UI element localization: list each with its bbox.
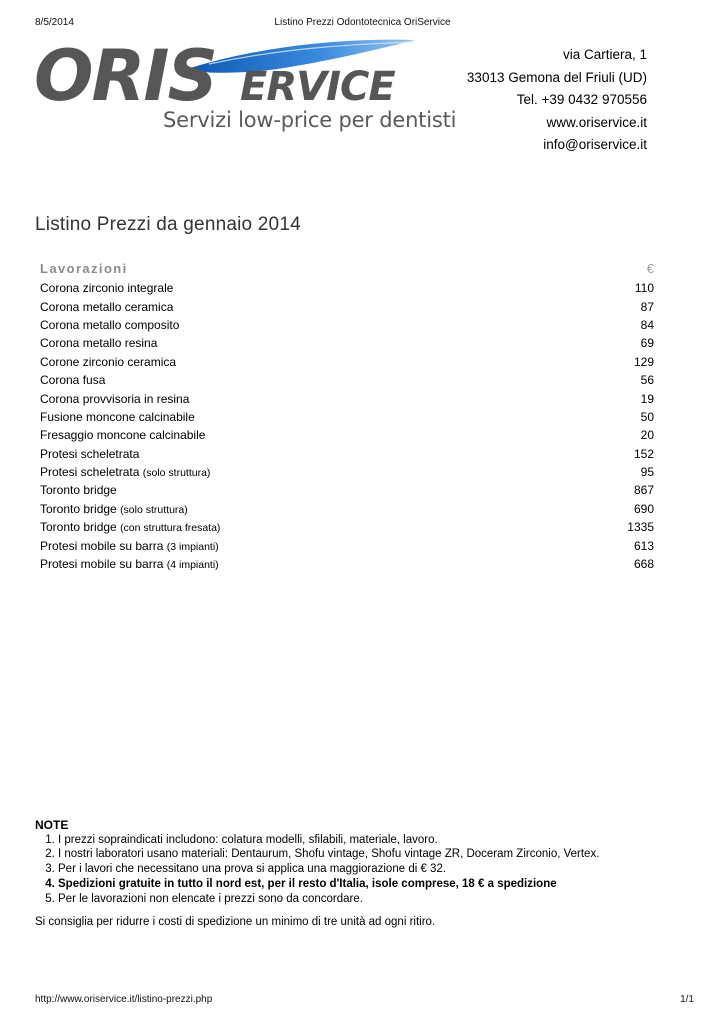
contact-block [467,44,647,157]
print-title: Listino Prezzi Odontotecnica OriService [274,17,451,28]
work-label: Protesi scheletrata [40,465,140,480]
row-price: 613 [633,538,654,553]
price-table-header [35,257,659,279]
row-price: 56 [640,373,654,388]
work-label: Corona metallo ceramica [40,299,174,314]
notes-list [35,833,675,907]
notes-title: NOTE [35,818,69,832]
page-number: 1/1 [680,994,694,1005]
header-currency: € [646,260,654,276]
row-work-name [35,518,558,536]
table-row [35,463,659,481]
row-work-name [35,463,558,481]
table-row [35,481,659,499]
note-item: 4. Spedizioni gratuite in tutto il nord est, per il resto d'Italia, isole comprese, 18 € a spedizione [58,877,675,892]
table-row [35,536,659,554]
contact-address: via Cartiera, 1 [562,47,647,62]
row-price: 84 [640,317,654,332]
row-price: 129 [633,354,654,369]
work-label: Protesi scheletrata [40,446,140,461]
table-row [35,426,659,444]
work-label: Corona metallo composito [40,317,180,332]
work-note: (3 impianti) [166,540,219,553]
work-label: Corona provvisoria in resina [40,391,190,406]
print-header [0,17,725,31]
note-item: 3. Per i lavori che necessitano una prova si applica una maggiorazione di € 32. [58,862,675,877]
work-label: Corona zirconio integrale [40,281,174,296]
price-table [35,257,659,573]
table-row [35,389,659,407]
table-row [35,408,659,426]
table-row [35,353,659,371]
row-price: 87 [640,299,654,314]
logo-wordmark-rest: ERVICE [240,64,395,106]
work-label: Toronto bridge [40,483,117,498]
contact-city: 33013 Gemona del Friuli (UD) [466,69,647,85]
row-work-name [35,481,558,499]
row-work-name [35,334,558,352]
price-rows [35,279,659,573]
row-price: 690 [633,501,654,516]
notes-section [35,818,675,906]
row-price: 110 [634,281,654,296]
row-work-name [35,389,558,407]
work-label: Fresaggio moncone calcinabile [40,428,206,443]
row-work-name [35,279,558,297]
row-work-name [35,316,558,334]
note-item: 2. I nostri laboratori usano materiali: Dentaurum, Shofu vintage, Shofu vintage ZR, Doceram Zirconio, Vertex. [58,847,675,862]
row-price: 95 [640,465,654,480]
table-row [35,279,659,297]
work-label: Protesi mobile su barra [40,557,164,572]
note-item: 5. Per le lavorazioni non elencate i prezzi sono da concordare. [58,892,675,907]
row-work-name [35,353,558,371]
table-row [35,371,659,389]
page-title: Listino Prezzi da gennaio 2014 [35,214,301,235]
row-price: 152 [633,446,654,461]
row-price: 867 [633,483,654,498]
header-work: Lavorazioni [40,260,128,276]
work-label: Corone zirconio ceramica [40,354,177,369]
work-label: Protesi mobile su barra [40,538,164,553]
table-row [35,297,659,315]
row-price: 668 [633,557,654,572]
row-work-name [35,445,558,463]
contact-website[interactable]: www.oriservice.it [546,114,647,130]
logo-wordmark-main: ORIS [34,35,216,106]
row-price: 19 [640,391,654,406]
row-work-name [35,371,558,389]
row-price: 69 [640,336,654,351]
work-note: (solo struttura) [120,503,188,516]
contact-email[interactable]: info@oriservice.it [543,137,647,152]
table-row [35,500,659,518]
row-work-name [35,297,558,315]
table-row [35,445,659,463]
row-price: 1335 [627,520,654,535]
work-label: Corona fusa [40,373,106,388]
table-row [35,316,659,334]
shipping-advice: Si consiglia per ridurre i costi di spedizione un minimo di tre unità ad ogni ritiro. [35,916,436,928]
print-url[interactable]: http://www.oriservice.it/listino-prezzi.php [35,994,213,1005]
table-row [35,518,659,536]
work-label: Toronto bridge [40,520,117,535]
table-row [35,555,659,573]
work-note: (4 impianti) [166,559,219,572]
row-price: 50 [640,409,654,424]
contact-phone: Tel. +39 0432 970556 [516,92,647,107]
work-note: (con struttura fresata) [120,522,221,535]
note-item: 1. I prezzi sopraindicati includono: colatura modelli, sfilabili, materiale, lavoro. [58,833,675,848]
work-label: Toronto bridge [40,501,117,516]
row-work-name [35,408,558,426]
row-work-name [35,500,558,518]
print-date: 8/5/2014 [35,17,74,28]
work-label: Corona metallo resina [40,336,158,351]
logo-tagline: Servizi low-price per dentisti [163,108,457,132]
row-price: 20 [640,428,654,443]
work-label: Fusione moncone calcinabile [40,409,195,424]
row-work-name [35,426,558,444]
row-work-name [35,555,558,573]
row-work-name [35,536,558,554]
table-row [35,334,659,352]
logo-graphic [34,34,419,106]
work-note: (solo struttura) [142,467,211,480]
